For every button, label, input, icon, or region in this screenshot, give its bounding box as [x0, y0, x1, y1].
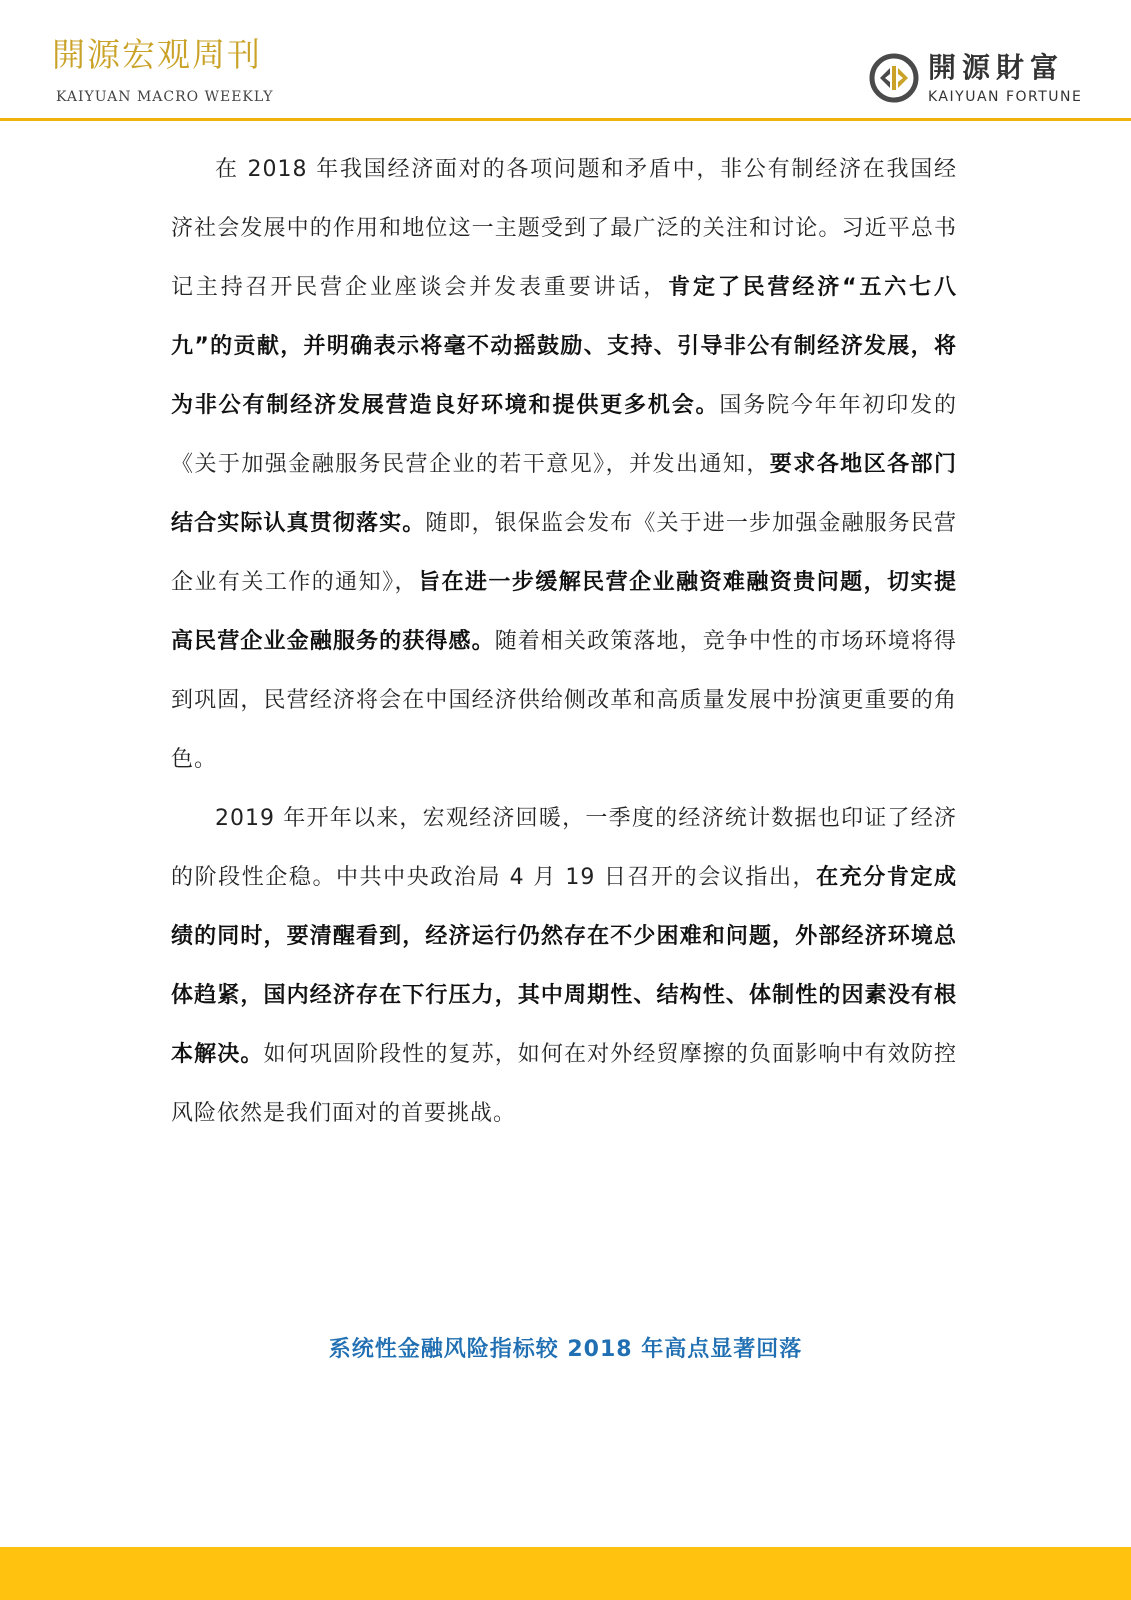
p1-emphasis-3: 旨在进一步缓解民营企业融资难融资贵问题，切实提高民营企业金融服务的获得感。	[171, 570, 957, 654]
p1-text-4: 随着相关政策落地，竞争中性的市场环境将得到巩固，民营经济将会在中国经济供给侧改革和高质量发展中扮演更重要的角色。	[171, 629, 957, 772]
p2-emphasis-1: 在充分肯定成绩的同时，要清醒看到，经济运行仍然存在不少困难和问题，外部经济环境总体趋紧，国内经济存在下行压力，其中周期性、结构性、体制性的因素没有根本解决。	[171, 865, 957, 1067]
weekly-subtitle: KAIYUAN MACRO WEEKLY	[56, 89, 274, 105]
weekly-title: 開源宏观周刊	[52, 35, 262, 74]
p1-emphasis-1: 肯定了民营经济“五六七八九”的贡献，并明确表示将毫不动摇鼓励、支持、引导非公有制经济发展，将为非公有制经济发展营造良好环境和提供更多机会。	[171, 275, 957, 418]
p1-emphasis-2: 要求各地区各部门结合实际认真贯彻落实。	[171, 452, 957, 536]
article-body	[171, 140, 957, 1143]
p1-text-1: 在 2018 年我国经济面对的各项问题和矛盾中，非公有制经济在我国经济社会发展中的作用和地位这一主题受到了最广泛的关注和讨论。习近平总书记主持召开民营企业座谈会并发表重要讲话，	[171, 157, 957, 300]
page-header	[0, 0, 1131, 122]
p2-text-1: 2019 年开年以来，宏观经济回暖，一季度的经济统计数据也印证了经济的阶段性企稳。中共中央政治局 4 月 19 日召开的会议指出，	[171, 806, 957, 890]
paragraph-private-economy	[171, 140, 957, 789]
logo-name-cn: 開源財富	[928, 51, 1065, 84]
footer-bar	[0, 1547, 1131, 1600]
p1-text-2: 国务院今年年初印发的《关于加强金融服务民营企业的若干意见》，并发出通知，	[171, 393, 957, 477]
section-heading: 系统性金融风险指标较 2018 年高点显著回落	[328, 1337, 803, 1362]
logo-name-en: KAIYUAN FORTUNE	[928, 89, 1083, 105]
p2-text-2: 如何巩固阶段性的复苏，如何在对外经贸摩擦的负面影响中有效防控风险依然是我们面对的首要挑战。	[171, 1042, 957, 1126]
kaiyuan-fortune-logo	[868, 52, 1108, 108]
kaiyuan-logo-icon	[868, 52, 920, 104]
p1-text-3: 随即，银保监会发布《关于进一步加强金融服务民营企业有关工作的通知》，	[171, 511, 957, 595]
paragraph-2019-outlook	[171, 789, 957, 1143]
header-divider	[0, 118, 1131, 121]
